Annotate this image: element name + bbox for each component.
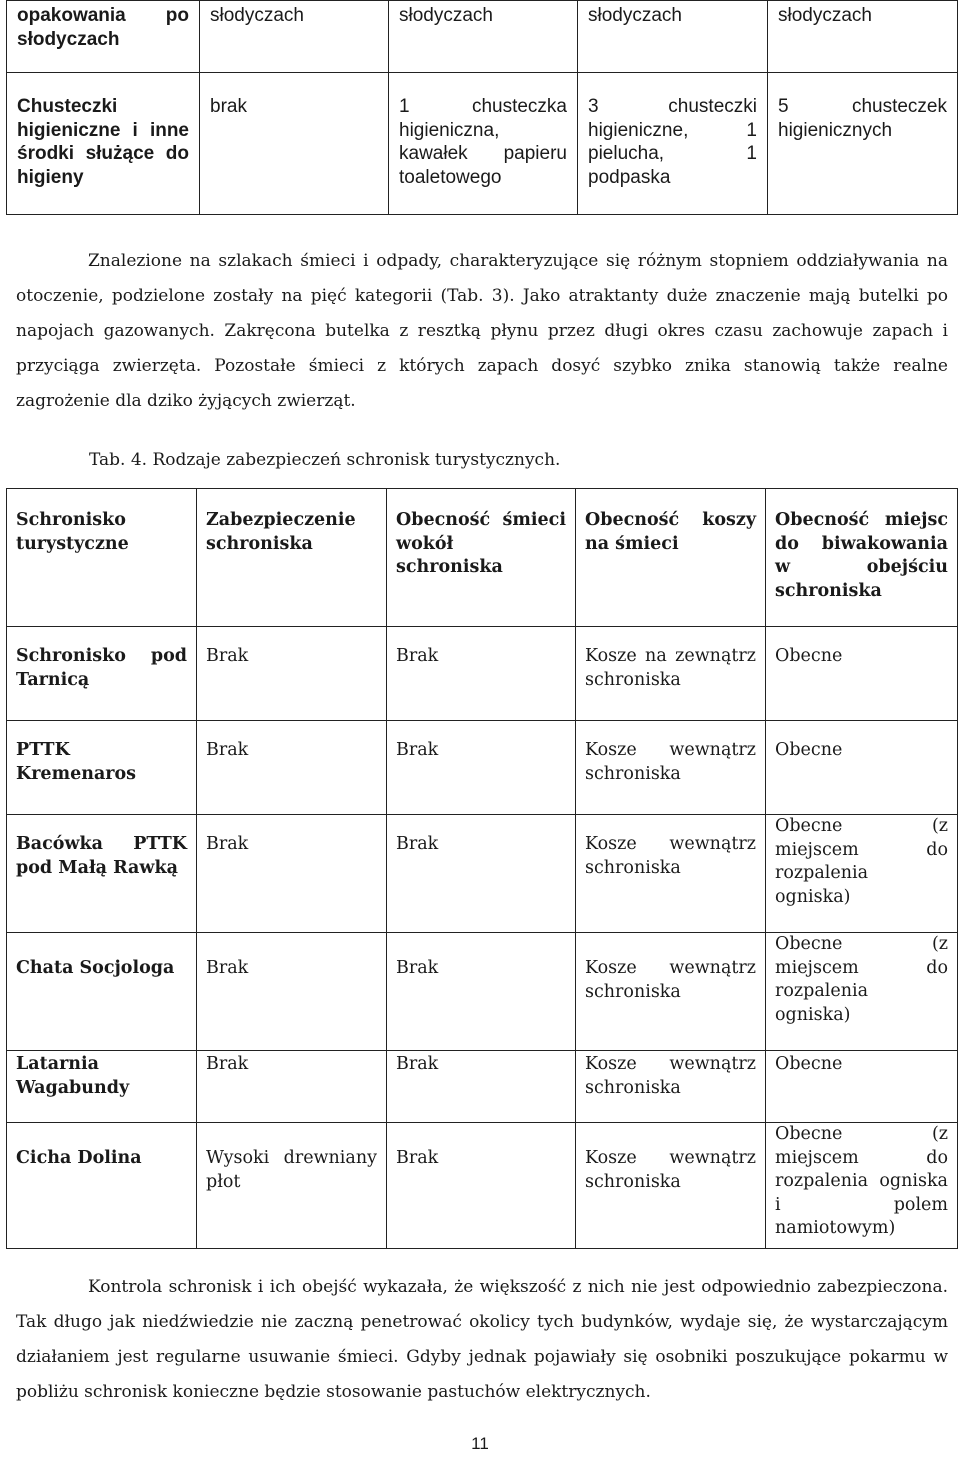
shelter-name: Chata Socjologa [7, 933, 197, 1051]
table-cell: Kosze wewnątrz schroniska [576, 721, 766, 815]
body-paragraph: Znalezione na szlakach śmieci i odpady, charakteryzujące się różnym stopniem oddziaływania na otoczenie, podzielone zostały na pięć kategorii (Tab. 3). Jako atraktanty duże znaczenie mają butelki po napojach gazowanych. Zakręcona butelka z resztką płynu przez długi okres czasu zachowuje zapach i przyciąga zwierzęta. Pozostałe śmieci z których zapach dosyć szybko znika stanowią także realne zagrożenie dla dziko żyjących zwierząt. [16, 251, 948, 411]
table-cell: Wysoki drewniany płot [197, 1123, 387, 1249]
table-cell: Obecne [766, 627, 958, 721]
table-cell: Kosze wewnątrz schroniska [576, 933, 766, 1051]
table-row [7, 933, 958, 1051]
body-paragraph: Kontrola schronisk i ich obejść wykazała, że większość z nich nie jest odpowiednio zabezpieczona. Tak długo jak niedźwiedzie nie zaczną penetrować okolicy tych budynków, wydaje się, że wystarczającym działaniem jest regularne usuwanie śmieci. Gdyby jednak pojawiały się osobniki poszukujące pokarmu w pobliżu schronisk konieczne będzie stosowanie pastuchów elektrycznych. [16, 1277, 948, 1402]
waste-table-continued [6, 0, 958, 215]
table-cell: Kosze wewnątrz schroniska [576, 1051, 766, 1123]
table-cell: słodyczach [578, 1, 768, 73]
header-cell: Obecność miejsc do biwakowania w obejściu schroniska [766, 489, 958, 627]
table-cell: 5 chusteczek higienicznych [768, 73, 958, 215]
table-cell: opakowania po słodyczach [7, 1, 200, 73]
table-row [7, 815, 958, 933]
table-cell: Obecne (z miejscem do rozpalenia ogniska) [766, 933, 958, 1051]
table-cell: Obecne (z miejscem do rozpalenia ogniska i polem namiotowym) [766, 1123, 958, 1249]
shelter-name: Cicha Dolina [7, 1123, 197, 1249]
table-cell: Brak [197, 933, 387, 1051]
table-cell: Brak [387, 627, 576, 721]
table-cell: słodyczach [389, 1, 578, 73]
table-caption: Tab. 4. Rodzaje zabezpieczeń schronisk turystycznych. [89, 450, 561, 470]
header-cell: Obecność koszy na śmieci [576, 489, 766, 627]
table-cell: Brak [197, 721, 387, 815]
table-cell: Brak [197, 627, 387, 721]
table-cell: Chusteczki higieniczne i inne środki służące do higieny [7, 73, 200, 215]
table-cell: Brak [387, 1123, 576, 1249]
shelter-name: Schronisko pod Tarnicą [7, 627, 197, 721]
table-row [7, 73, 958, 215]
header-cell: Zabezpieczenie schroniska [197, 489, 387, 627]
table-cell: Kosze na zewnątrz schroniska [576, 627, 766, 721]
table-cell: Obecne (z miejscem do rozpalenia ogniska) [766, 815, 958, 933]
table-cell: 1 chusteczka higieniczna, kawałek papieru toaletowego [389, 73, 578, 215]
header-cell: Obecność śmieci wokół schroniska [387, 489, 576, 627]
table-row [7, 1051, 958, 1123]
table-cell: Obecne [766, 1051, 958, 1123]
table-cell: Brak [197, 1051, 387, 1123]
table-cell: słodyczach [768, 1, 958, 73]
table-cell: Brak [197, 815, 387, 933]
header-cell: Schronisko turystyczne [7, 489, 197, 627]
table-cell: Brak [387, 1051, 576, 1123]
table-row [7, 721, 958, 815]
shelter-security-table [6, 488, 958, 1249]
table-cell: 3 chusteczki higieniczne, 1 pielucha, 1 podpaska [578, 73, 768, 215]
table-row [7, 1123, 958, 1249]
table-cell: brak [200, 73, 389, 215]
table-cell: słodyczach [200, 1, 389, 73]
table-cell: Kosze wewnątrz schroniska [576, 815, 766, 933]
table-cell: Kosze wewnątrz schroniska [576, 1123, 766, 1249]
shelter-name: Bacówka PTTK pod Małą Rawką [7, 815, 197, 933]
table-cell: Brak [387, 721, 576, 815]
table-cell: Obecne [766, 721, 958, 815]
table-row [7, 1, 958, 73]
shelter-name: Latarnia Wagabundy [7, 1051, 197, 1123]
table-header-row [7, 489, 958, 627]
shelter-name: PTTK Kremenaros [7, 721, 197, 815]
table-row [7, 627, 958, 721]
table-cell: Brak [387, 815, 576, 933]
table-cell: Brak [387, 933, 576, 1051]
page-number: 11 [471, 1434, 489, 1453]
